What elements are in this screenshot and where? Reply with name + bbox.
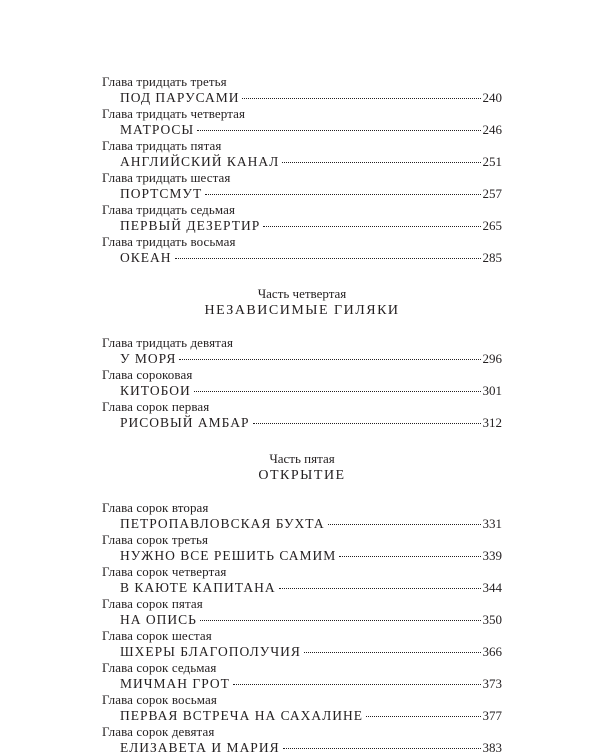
chapter-title-row xyxy=(102,218,502,234)
dot-leader xyxy=(279,588,481,589)
toc-entry[interactable] xyxy=(102,170,502,202)
part-heading xyxy=(102,450,502,484)
chapter-title-row xyxy=(102,548,502,564)
chapter-label: Глава сорок девятая xyxy=(102,724,215,739)
dot-leader xyxy=(328,524,481,525)
toc-entry[interactable] xyxy=(102,628,502,660)
chapter-title: МАТРОСЫ xyxy=(120,122,195,137)
page-number: 350 xyxy=(482,612,502,627)
dot-leader xyxy=(339,556,480,557)
toc-entry[interactable] xyxy=(102,234,502,266)
part-title: НЕЗАВИСИМЫЕ ГИЛЯКИ xyxy=(204,303,400,318)
toc-entry[interactable] xyxy=(102,138,502,170)
toc-entry[interactable] xyxy=(102,367,502,399)
chapter-label: Глава сорок восьмая xyxy=(102,692,217,707)
chapter-label: Глава тридцать пятая xyxy=(102,138,222,153)
toc-entry[interactable] xyxy=(102,106,502,138)
toc-entry[interactable] xyxy=(102,660,502,692)
chapter-title: НУЖНО ВСЕ РЕШИТЬ САМИМ xyxy=(120,548,337,563)
dot-leader xyxy=(197,130,480,131)
chapter-title: МИЧМАН ГРОТ xyxy=(120,676,230,691)
toc-entry[interactable] xyxy=(102,399,502,431)
page-number: 339 xyxy=(482,548,502,563)
page-number: 344 xyxy=(482,580,502,595)
dot-leader xyxy=(233,684,481,685)
chapter-title: ЕЛИЗАВЕТА И МАРИЯ xyxy=(120,740,280,755)
chapter-label: Глава тридцать третья xyxy=(102,74,227,89)
chapter-title: АНГЛИЙСКИЙ КАНАЛ xyxy=(120,154,280,169)
dot-leader xyxy=(283,748,481,749)
dot-leader xyxy=(200,620,481,621)
chapter-label: Глава сорок первая xyxy=(102,399,210,414)
toc-entry[interactable] xyxy=(102,500,502,532)
part-heading xyxy=(102,285,502,319)
dot-leader xyxy=(175,258,481,259)
dot-leader xyxy=(304,652,481,653)
toc-entry[interactable] xyxy=(102,335,502,367)
page-number: 301 xyxy=(482,383,502,398)
chapter-title: ПОД ПАРУСАМИ xyxy=(120,90,240,105)
chapter-title: КИТОБОИ xyxy=(120,383,191,398)
chapter-label: Глава сорок пятая xyxy=(102,596,203,611)
chapter-title-row xyxy=(102,351,502,367)
toc-entry[interactable] xyxy=(102,564,502,596)
chapter-title: У МОРЯ xyxy=(120,351,177,366)
chapter-label: Глава тридцать четвертая xyxy=(102,106,246,121)
chapter-label: Глава сороковая xyxy=(102,367,193,382)
page-number: 285 xyxy=(482,250,502,265)
toc-entry[interactable] xyxy=(102,202,502,234)
toc-entry[interactable] xyxy=(102,692,502,724)
chapter-title: ПОРТСМУТ xyxy=(120,186,203,201)
chapter-title: РИСОВЫЙ АМБАР xyxy=(120,415,250,430)
part-title: ОТКРЫТИЕ xyxy=(258,468,346,483)
chapter-title-row xyxy=(102,383,502,399)
chapter-title: ПЕРВАЯ ВСТРЕЧА НА САХАЛИНЕ xyxy=(120,708,364,723)
toc-entry[interactable] xyxy=(102,532,502,564)
toc-entry[interactable] xyxy=(102,74,502,106)
page-number: 265 xyxy=(482,218,502,233)
dot-leader xyxy=(242,98,480,99)
chapter-title: ПЕТРОПАВЛОВСКАЯ БУХТА xyxy=(120,516,325,531)
chapter-label: Глава тридцать девятая xyxy=(102,335,234,350)
chapter-title-row xyxy=(102,415,502,431)
chapter-title-row xyxy=(102,250,502,266)
table-of-contents xyxy=(102,74,502,756)
part-label: Часть пятая xyxy=(269,451,335,466)
chapter-title-row xyxy=(102,708,502,724)
chapter-title-row xyxy=(102,186,502,202)
page-number: 251 xyxy=(482,154,502,169)
page-number: 257 xyxy=(482,186,502,201)
dot-leader xyxy=(366,716,480,717)
chapter-title-row xyxy=(102,122,502,138)
toc-entry[interactable] xyxy=(102,724,502,756)
chapter-title-row xyxy=(102,154,502,170)
dot-leader xyxy=(194,391,481,392)
chapter-title-row xyxy=(102,740,502,756)
chapter-label: Глава тридцать шестая xyxy=(102,170,231,185)
chapter-label: Глава тридцать восьмая xyxy=(102,234,236,249)
dot-leader xyxy=(263,226,480,227)
dot-leader xyxy=(179,359,480,360)
page-number: 377 xyxy=(482,708,502,723)
chapter-label: Глава сорок шестая xyxy=(102,628,212,643)
page-number: 246 xyxy=(482,122,502,137)
chapter-title-row xyxy=(102,580,502,596)
chapter-label: Глава сорок седьмая xyxy=(102,660,217,675)
chapter-label: Глава сорок третья xyxy=(102,532,209,547)
chapter-title-row xyxy=(102,90,502,106)
dot-leader xyxy=(205,194,480,195)
chapter-title-row xyxy=(102,644,502,660)
dot-leader xyxy=(253,423,481,424)
part-label: Часть четвертая xyxy=(257,286,347,301)
chapter-label: Глава тридцать седьмая xyxy=(102,202,236,217)
toc-entry[interactable] xyxy=(102,596,502,628)
page-number: 331 xyxy=(482,516,502,531)
chapter-title-row xyxy=(102,516,502,532)
chapter-title: ПЕРВЫЙ ДЕЗЕРТИР xyxy=(120,218,261,233)
page-number: 296 xyxy=(482,351,502,366)
page-number: 366 xyxy=(482,644,502,659)
page-number: 312 xyxy=(482,415,502,430)
dot-leader xyxy=(282,162,480,163)
chapter-label: Глава сорок вторая xyxy=(102,500,209,515)
chapter-label: Глава сорок четвертая xyxy=(102,564,227,579)
page-number: 373 xyxy=(482,676,502,691)
chapter-title: ОКЕАН xyxy=(120,250,172,265)
page-number: 383 xyxy=(482,740,502,755)
chapter-title: ШХЕРЫ БЛАГОПОЛУЧИЯ xyxy=(120,644,301,659)
page-number: 240 xyxy=(482,90,502,105)
chapter-title-row xyxy=(102,676,502,692)
chapter-title: НА ОПИСЬ xyxy=(120,612,197,627)
chapter-title-row xyxy=(102,612,502,628)
chapter-title: В КАЮТЕ КАПИТАНА xyxy=(120,580,276,595)
